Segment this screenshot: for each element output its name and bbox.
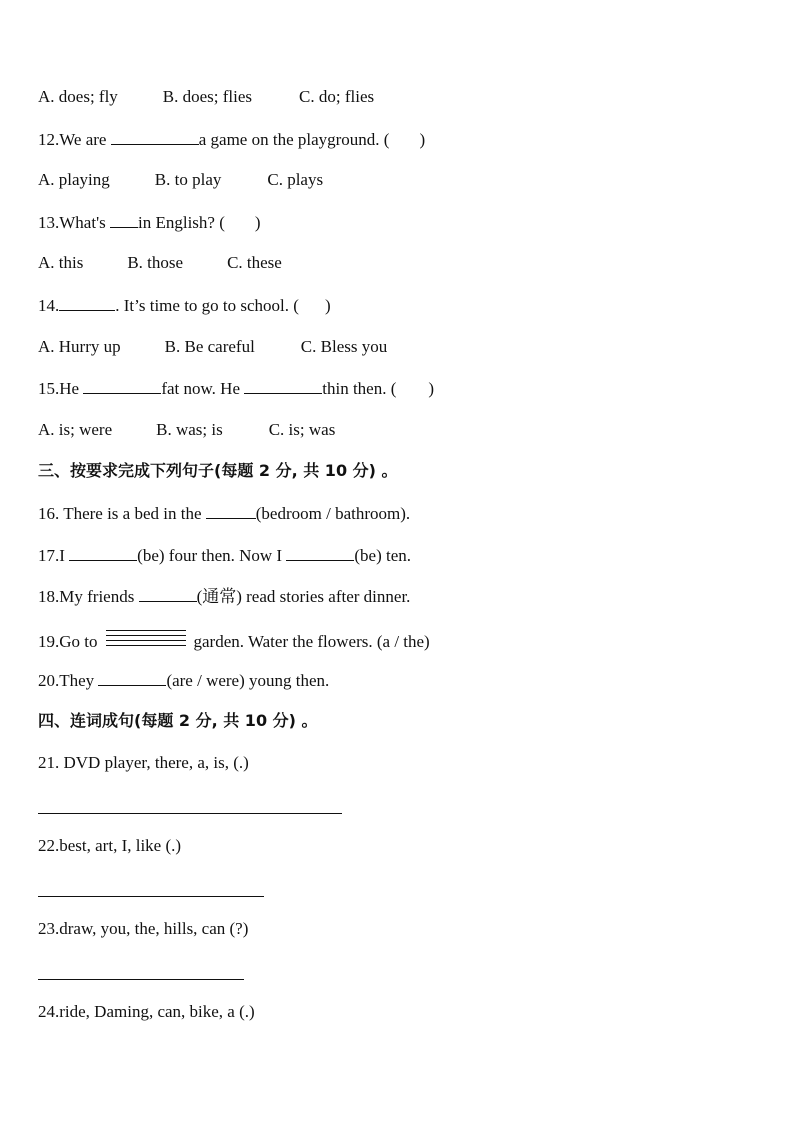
q12-options	[38, 170, 323, 190]
question-number: 19.	[38, 632, 60, 651]
answer-blank[interactable]	[110, 212, 138, 228]
question-16	[38, 503, 410, 524]
question-number: 13.	[38, 213, 60, 232]
question-19	[38, 632, 430, 654]
question-number: 21	[38, 753, 55, 772]
q12-option-c: C. plays	[267, 170, 324, 189]
question-text: (are / were) young then.	[166, 671, 330, 690]
question-text: . There is a bed in the	[55, 504, 206, 523]
answer-blank[interactable]	[69, 545, 137, 561]
q13-option-b: B. those	[127, 253, 184, 272]
question-text: draw, you, the, hills, can (?)	[59, 919, 249, 938]
question-text: thin then. (	[322, 379, 397, 398]
question-text: Go to	[59, 632, 98, 651]
question-text: (通常) read stories after dinner.	[196, 587, 411, 606]
q15-option-a: A. is; were	[38, 420, 113, 439]
answer-blank[interactable]	[83, 378, 161, 394]
answer-blank[interactable]	[244, 378, 322, 394]
question-17	[38, 545, 411, 566]
q14-options	[38, 337, 387, 357]
question-text: (bedroom / bathroom).	[255, 504, 411, 523]
question-21	[38, 753, 249, 773]
question-text: (be) ten.	[354, 546, 411, 565]
q13-options	[38, 253, 282, 273]
q21-answer-line[interactable]	[38, 813, 342, 814]
q11-option-c: C. do; flies	[299, 87, 375, 106]
question-number: 14.	[38, 296, 60, 315]
question-text: ride, Daming, can, bike, a (.)	[59, 1002, 255, 1021]
section-4-heading: 四、连词成句(每题 2 分, 共 10 分) 。	[38, 711, 318, 730]
question-text: fat now. He	[161, 379, 245, 398]
question-text: in English? (	[138, 213, 225, 232]
answer-blank-stacked[interactable]	[106, 632, 186, 654]
question-number: 15.	[38, 379, 60, 398]
question-text: He	[59, 379, 84, 398]
paren-close: )	[419, 130, 426, 149]
question-24	[38, 1002, 255, 1022]
question-23	[38, 919, 248, 939]
q11-option-a: A. does; fly	[38, 87, 118, 106]
answer-blank[interactable]	[98, 670, 166, 686]
q13-option-c: C. these	[227, 253, 282, 272]
question-number: 12.	[38, 130, 60, 149]
q22-answer-line[interactable]	[38, 896, 264, 897]
question-text: . DVD player, there, a, is, (.)	[55, 753, 249, 772]
question-22	[38, 836, 181, 856]
paren-close: )	[428, 379, 435, 398]
answer-blank[interactable]	[59, 295, 115, 311]
question-15	[38, 378, 434, 399]
answer-blank[interactable]	[206, 503, 256, 519]
question-18	[38, 586, 410, 607]
question-14	[38, 295, 331, 316]
q13-option-a: A. this	[38, 253, 84, 272]
paren-close: )	[324, 296, 331, 315]
question-number: 24.	[38, 1002, 60, 1021]
q11-option-b: B. does; flies	[162, 87, 253, 106]
question-text: My friends	[59, 587, 139, 606]
question-text: garden. Water the flowers. (a / the)	[193, 632, 430, 651]
q15-option-c: C. is; was	[268, 420, 336, 439]
question-text: best, art, I, like (.)	[59, 836, 182, 855]
q14-option-c: C. Bless you	[300, 337, 388, 356]
question-text: What's	[59, 213, 110, 232]
question-20	[38, 670, 329, 691]
q15-options	[38, 420, 335, 440]
q14-option-a: A. Hurry up	[38, 337, 121, 356]
question-text: . It’s time to go to school. (	[115, 296, 299, 315]
question-number: 16	[38, 504, 55, 523]
question-number: 23.	[38, 919, 60, 938]
question-text: (be) four then. Now I	[137, 546, 287, 565]
question-number: 22.	[38, 836, 60, 855]
question-text: We are	[59, 130, 111, 149]
question-text: a game on the playground. (	[198, 130, 390, 149]
question-text: They	[59, 671, 99, 690]
q23-answer-line[interactable]	[38, 979, 244, 980]
answer-blank[interactable]	[111, 129, 199, 145]
question-number: 17.	[38, 546, 60, 565]
answer-blank[interactable]	[286, 545, 354, 561]
paren-close: )	[254, 213, 261, 232]
question-number: 18.	[38, 587, 60, 606]
q12-option-b: B. to play	[154, 170, 222, 189]
question-text: I	[59, 546, 70, 565]
section-3-heading: 三、按要求完成下列句子(每题 2 分, 共 10 分) 。	[38, 461, 398, 480]
q14-option-b: B. Be careful	[164, 337, 255, 356]
q12-option-a: A. playing	[38, 170, 110, 189]
question-13	[38, 212, 261, 233]
question-12	[38, 129, 425, 150]
q11-options	[38, 87, 374, 107]
answer-blank[interactable]	[139, 586, 197, 602]
q15-option-b: B. was; is	[156, 420, 223, 439]
question-number: 20.	[38, 671, 60, 690]
